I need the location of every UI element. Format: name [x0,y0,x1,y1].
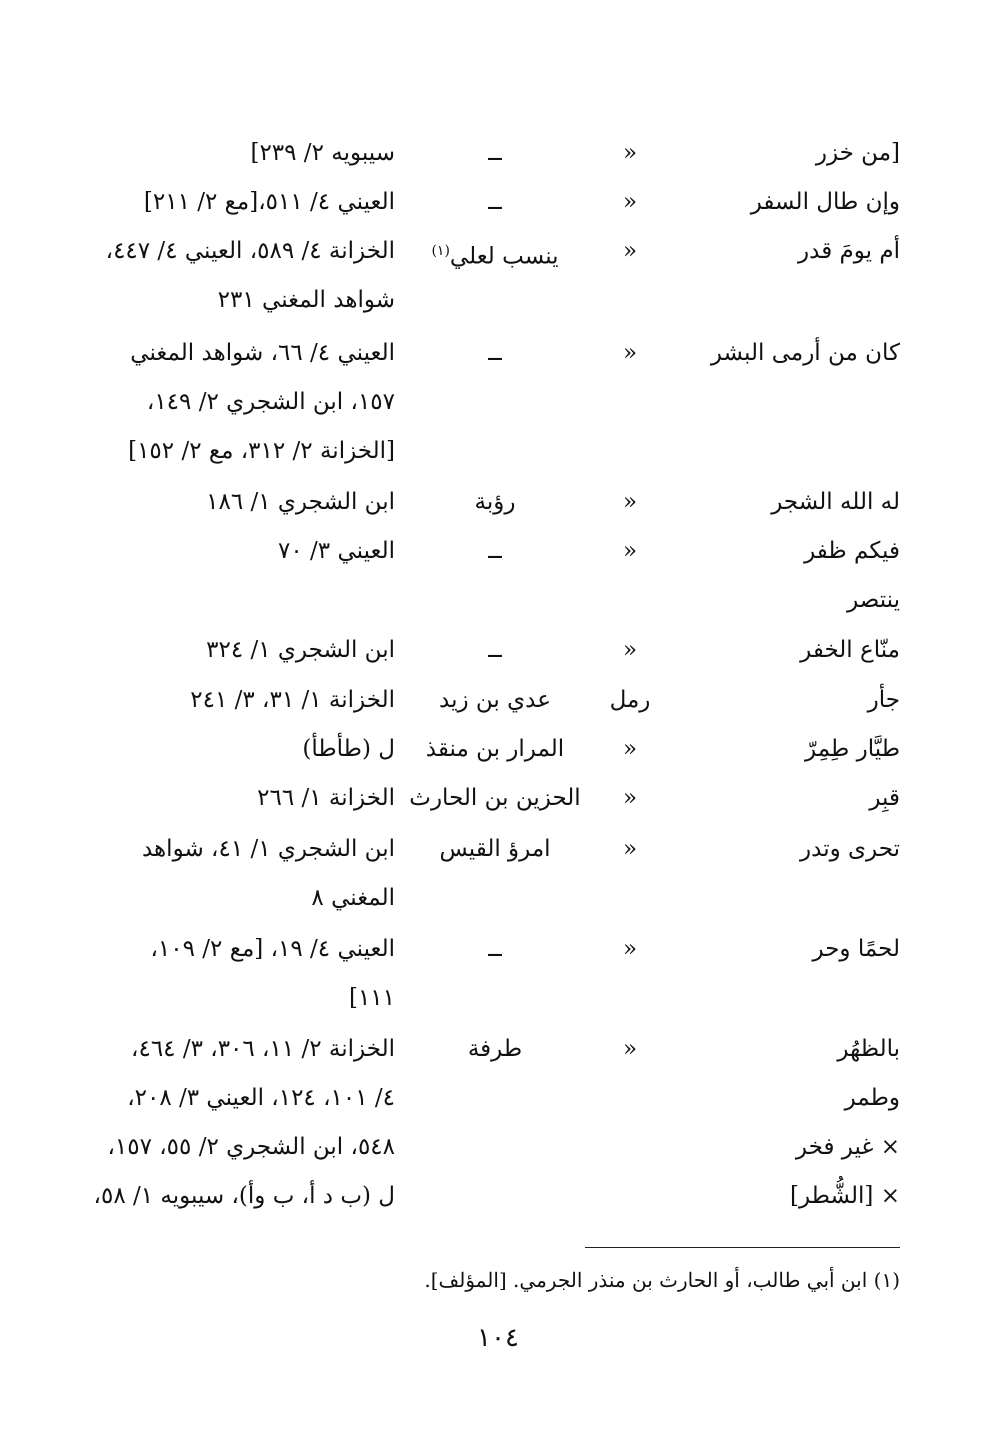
poet-cell-text: امرؤ القيس [439,836,551,862]
footnote-ref[interactable]: (١) [431,243,450,259]
rhyme-cell [660,1073,900,1123]
meter-cell [605,724,655,774]
table-row [40,526,900,576]
poet-cell [395,1024,595,1074]
rhyme-cell [660,1024,900,1074]
source-cell-text: العيني ٤/ ٦٦، شواهد المغني [130,340,395,366]
meter-cell [605,924,655,974]
poet-cell [395,328,595,378]
source-cell [0,724,395,774]
rhyme-cell [660,1171,900,1221]
table-row [40,377,900,427]
table-row [40,1122,900,1172]
poet-cell-text: ــ [488,637,502,663]
rhyme-cell [660,773,900,823]
source-cell [0,824,395,874]
meter-cell-text: « [622,785,638,811]
rhyme-cell-text: وطمر [844,1085,900,1111]
poet-cell [395,625,595,675]
poet-cell [395,675,595,725]
rhyme-cell [660,477,900,527]
source-cell [0,675,395,725]
source-cell-text: ل (ب د أ، ب وأ)، سيبويه ١/ ٥٨، [93,1183,395,1209]
source-cell-text: الخزانة ٢/ ١١، ٣٠٦، ٣/ ٤٦٤، [131,1036,395,1062]
poet-cell [395,128,595,178]
source-cell [0,275,395,325]
meter-cell-text: « [622,489,638,515]
source-cell-text: المغني ٨ [311,885,395,911]
rhyme-cell [660,575,900,625]
source-cell-text: العيني ٣/ ٧٠ [278,538,395,564]
meter-cell-text: « [622,736,638,762]
poet-cell [395,526,595,576]
table-row [40,426,900,476]
source-cell-text: ١٥٧، ابن الشجري ٢/ ١٤٩، [146,389,395,415]
source-cell [0,477,395,527]
table-row [40,328,900,378]
source-cell [0,625,395,675]
footnote: (١) ابن أبي طالب، أو الحارث بن منذر الجرمي. [المؤلف]. [424,1268,900,1292]
rhyme-cell [660,526,900,576]
meter-cell [605,625,655,675]
source-cell-text: الخزانة ١/ ٣١، ٣/ ٢٤١ [190,687,395,713]
meter-cell [605,675,655,725]
rhyme-cell-text: جأر [867,687,900,713]
source-cell [0,873,395,923]
table-row [40,128,900,178]
source-cell [0,1073,395,1123]
source-cell [0,1122,395,1172]
source-cell-text: ابن الشجري ١/ ١٨٦ [206,489,395,515]
meter-cell [605,773,655,823]
poet-cell-text: الحزين بن الحارث [409,785,581,811]
table-row [40,275,900,325]
rhyme-cell [660,924,900,974]
source-cell-text: ابن الشجري ١/ ٣٢٤ [206,637,395,663]
source-cell [0,226,395,276]
rhyme-cell-text: تحرى وتدر [800,836,900,862]
source-cell [0,924,395,974]
footnote-separator [585,1247,900,1248]
poet-cell [395,924,595,974]
rhyme-cell [660,128,900,178]
rhyme-cell-text: ينتصر [847,587,900,613]
source-cell [0,773,395,823]
rhyme-cell-text: [من خزر [815,140,900,166]
meter-cell-text: « [622,637,638,663]
rhyme-cell [660,226,900,276]
rhyme-cell-text: قبِر [869,785,900,811]
rhyme-cell [660,675,900,725]
source-cell [0,1024,395,1074]
meter-cell-text: « [622,189,638,215]
rhyme-cell-text: × غير فخر [795,1134,900,1160]
poet-cell-text: المرار بن منقذ [425,736,565,762]
table-row [40,973,900,1023]
rhyme-cell-text: لحمًا وحر [812,936,900,962]
poet-cell-text: ــ [488,340,502,366]
meter-cell-text: رمل [609,687,651,713]
rhyme-cell-text: فيكم ظفر [804,538,900,564]
meter-cell [605,824,655,874]
meter-cell [605,177,655,227]
table-row [40,824,900,874]
table-row [40,773,900,823]
meter-cell [605,526,655,576]
rhyme-cell-text: طيَّار طِمِرّ [805,736,900,762]
poet-cell [395,773,595,823]
source-cell-text: العيني ٤/ ٥١١،[مع ٢/ ٢١١] [143,189,395,215]
source-cell-text: شواهد المغني ٢٣١ [217,287,395,313]
page-number: ١٠٤ [477,1323,519,1353]
rhyme-cell-text: بالظهُر [837,1036,900,1062]
rhyme-cell-text: منّاع الخفر [800,637,900,663]
poet-cell-text: ينسب لعلي [449,243,559,270]
source-cell-text: ل (طأطأ) [302,736,395,762]
source-cell [0,328,395,378]
table-row [40,575,900,625]
source-cell-text: الخزانة ٤/ ٥٨٩، العيني ٤/ ٤٤٧، [105,238,395,264]
table-row [40,625,900,675]
rhyme-cell [660,824,900,874]
table-row [40,1024,900,1074]
rhyme-cell-text: وإن طال السفر [750,189,900,215]
meter-cell-text: « [622,538,638,564]
source-cell-text: ٥٤٨، ابن الشجري ٢/ ٥٥، ١٥٧، [107,1134,395,1160]
poet-cell [395,477,595,527]
rhyme-cell-text: أم يومَ قدر [798,238,900,264]
meter-cell-text: « [622,1036,638,1062]
meter-cell-text: « [622,836,638,862]
source-cell-text: العيني ٤/ ١٩، [مع ٢/ ١٠٩، [150,936,395,962]
table-row [40,873,900,923]
meter-cell-text: « [622,140,638,166]
rhyme-cell [660,328,900,378]
meter-cell [605,477,655,527]
source-cell [0,377,395,427]
poet-cell-text: ــ [488,538,502,564]
source-cell [0,177,395,227]
poet-cell [395,226,595,282]
rhyme-cell [660,625,900,675]
poet-cell-text: طرفة [467,1036,523,1062]
rhyme-cell [660,1122,900,1172]
poet-cell-text: ــ [488,936,502,962]
source-cell-text: ١١١] [348,985,395,1011]
table-row [40,226,900,276]
rhyme-cell [660,724,900,774]
rhyme-cell-text: كان من أرمى البشر [710,340,900,366]
table-row [40,675,900,725]
source-cell-text: [الخزانة ٢/ ٣١٢، مع ٢/ ١٥٢] [128,438,395,464]
meter-cell-text: « [622,936,638,962]
rhyme-cell-text: له الله الشجر [771,489,900,515]
source-cell [0,1171,395,1221]
poet-cell-text: عدي بن زيد [439,687,551,713]
source-cell [0,426,395,476]
table-row [40,177,900,227]
poet-cell-text: ــ [488,189,502,215]
source-cell-text: الخزانة ١/ ٢٦٦ [257,785,395,811]
source-cell-text: سيبويه ٢/ ٢٣٩] [250,140,395,166]
meter-cell [605,226,655,276]
rhyme-cell-text: × [الشُّطر] [789,1183,900,1209]
poet-cell [395,824,595,874]
source-cell-text: ٤/ ١٠١، ١٢٤، العيني ٣/ ٢٠٨، [127,1085,395,1111]
table-row [40,924,900,974]
table-row [40,1073,900,1123]
poet-cell-text: رؤبة [474,489,516,515]
rhyme-cell [660,177,900,227]
source-cell [0,973,395,1023]
table-row [40,724,900,774]
poet-cell [395,724,595,774]
meter-cell [605,328,655,378]
meter-cell-text: « [622,238,638,264]
table-row [40,1171,900,1221]
meter-cell-text: « [622,340,638,366]
poet-cell [395,177,595,227]
meter-cell [605,128,655,178]
source-cell [0,128,395,178]
table-row [40,477,900,527]
source-cell-text: ابن الشجري ١/ ٤١، شواهد [141,836,395,862]
meter-cell [605,1024,655,1074]
source-cell [0,526,395,576]
poet-cell-text: ــ [488,140,502,166]
